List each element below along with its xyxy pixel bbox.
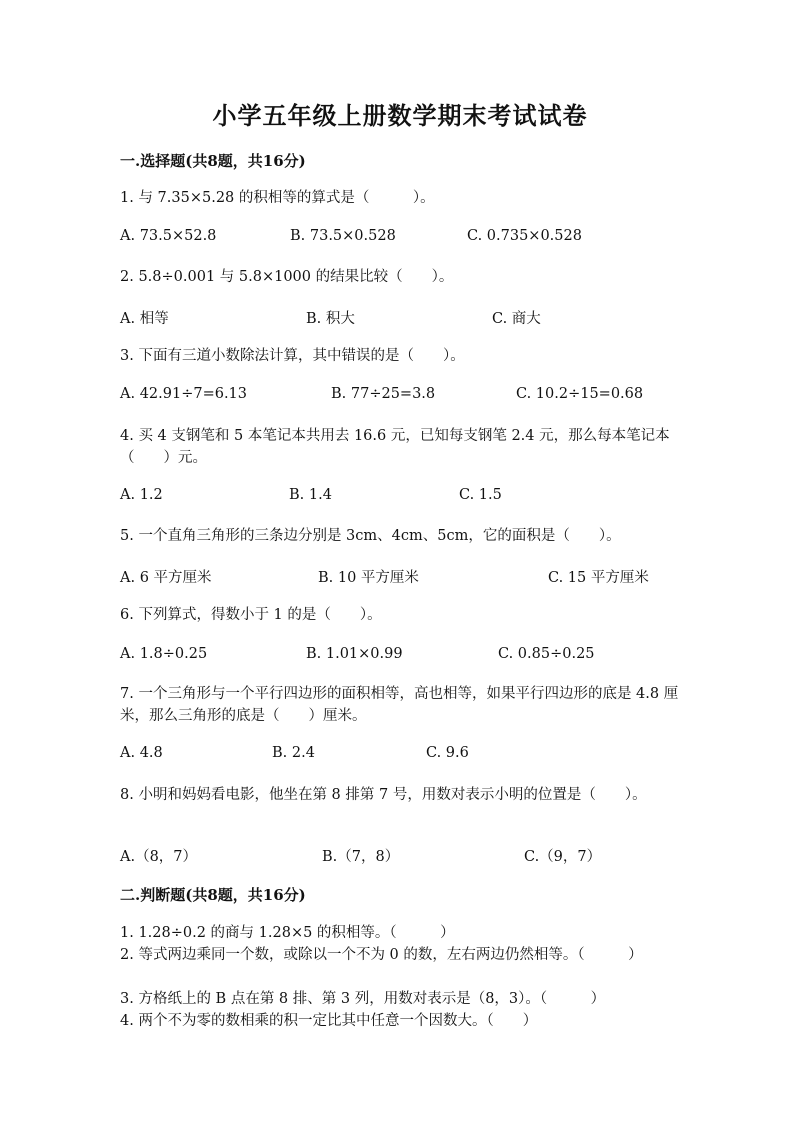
exam-title: 小学五年级上册数学期末考试试卷 [212, 101, 588, 130]
question-8-option-a: A.（8，7） [120, 849, 198, 865]
question-5-option-c: C. 15 平方厘米 [548, 570, 649, 586]
question-3-option-a: A. 42.91÷7=6.13 [120, 386, 248, 402]
question-7-option-c: C. 9.6 [426, 745, 469, 761]
question-4-option-b: B. 1.4 [289, 487, 332, 503]
question-6-text: 6. 下列算式，得数小于 1 的是（ ）。 [120, 607, 382, 623]
question-5-option-a: A. 6 平方厘米 [120, 570, 212, 586]
question-5-text: 5. 一个直角三角形的三条边分别是 3cm、4cm、5cm，它的面积是（ ）。 [120, 528, 621, 544]
question-8-text: 8. 小明和妈妈看电影，他坐在第 8 排第 7 号，用数对表示小明的位置是（ ）。 [120, 787, 647, 803]
question-4-option-a: A. 1.2 [120, 487, 163, 503]
question-2-text: 2. 5.8÷0.001 与 5.8×1000 的结果比较（ ）。 [120, 269, 454, 285]
question-4-text: 4. 买 4 支钢笔和 5 本笔记本共用去 16.6 元，已知每支钢笔 2.4 元，那么每本笔记本（ ）元。 [120, 428, 670, 466]
question-7-text: 7. 一个三角形与一个平行四边形的面积相等，高也相等，如果平行四边形的底是 4.8 厘米，那么三角形的底是（ ）厘米。 [120, 686, 679, 724]
question-2-option-b: B. 积大 [306, 311, 355, 327]
question-2-option-a: A. 相等 [120, 311, 169, 327]
question-2-option-c: C. 商大 [492, 311, 541, 327]
question-8-option-b: B.（7，8） [322, 849, 400, 865]
question-6-option-b: B. 1.01×0.99 [306, 646, 403, 662]
judge-item-4: 4. 两个不为零的数相乘的积一定比其中任意一个因数大。（ ） [120, 1013, 538, 1029]
section-judge-heading: 二.判断题(共8题，共16分) [120, 886, 306, 904]
question-1-text: 1. 与 7.35×5.28 的积相等的算式是（ ）。 [120, 190, 435, 206]
question-3-text: 3. 下面有三道小数除法计算，其中错误的是（ ）。 [120, 348, 465, 364]
question-1-option-b: B. 73.5×0.528 [290, 228, 396, 244]
judge-item-3: 3. 方格纸上的 B 点在第 8 排、第 3 列，用数对表示是（8，3）。（ ） [120, 991, 606, 1007]
judge-item-2: 2. 等式两边乘同一个数，或除以一个不为 0 的数，左右两边仍然相等。（ ） [120, 947, 643, 963]
question-6-option-c: C. 0.85÷0.25 [498, 646, 595, 662]
question-3-option-b: B. 77÷25=3.8 [331, 386, 436, 402]
question-7-option-b: B. 2.4 [272, 745, 315, 761]
question-6-option-a: A. 1.8÷0.25 [120, 646, 208, 662]
question-5-option-b: B. 10 平方厘米 [318, 570, 419, 586]
judge-item-1: 1. 1.28÷0.2 的商与 1.28×5 的积相等。（ ） [120, 925, 455, 941]
question-8-option-c: C.（9，7） [524, 849, 602, 865]
question-3-option-c: C. 10.2÷15=0.68 [516, 386, 644, 402]
question-4-option-c: C. 1.5 [459, 487, 502, 503]
question-1-option-c: C. 0.735×0.528 [467, 228, 582, 244]
question-7-option-a: A. 4.8 [120, 745, 163, 761]
section-choice-heading: 一.选择题(共8题，共16分) [120, 152, 306, 170]
question-1-option-a: A. 73.5×52.8 [120, 228, 217, 244]
